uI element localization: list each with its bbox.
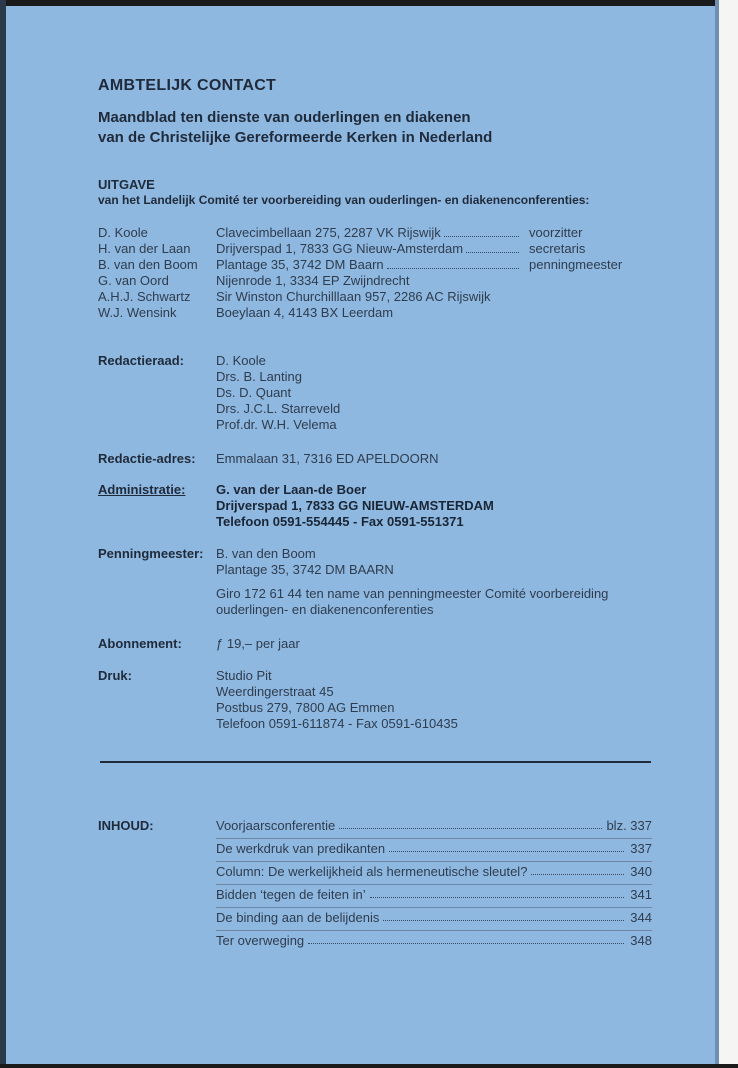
committee-address: Nijenrode 1, 3334 EP Zwijndrecht <box>216 273 410 288</box>
administratie-name: G. van der Laan-de Boer <box>216 482 367 497</box>
leader-dots <box>466 251 519 253</box>
toc-separator <box>216 907 652 908</box>
committee-address: Boeylaan 4, 4143 BX Leerdam <box>216 305 394 320</box>
druk-line: Postbus 279, 7800 AG Emmen <box>216 700 395 715</box>
penningmeester-name: B. van den Boom <box>216 546 316 561</box>
committee-name: D. Koole <box>98 225 148 240</box>
committee-address: Plantage 35, 3742 DM Baarn <box>216 257 384 272</box>
druk-line: Telefoon 0591-611874 - Fax 0591-610435 <box>216 716 458 731</box>
toc-entry[interactable] <box>216 933 652 948</box>
magazine-subtitle-line2: van de Christelijke Gereformeerde Kerken in Nederland <box>98 129 493 146</box>
redactieraad-member: Ds. D. Quant <box>216 385 292 400</box>
inhoud-label: INHOUD: <box>98 818 154 833</box>
committee-address-row <box>216 257 522 273</box>
druk-line: Studio Pit <box>216 668 272 683</box>
leader-dots <box>339 828 602 829</box>
magazine-subtitle-line1: Maandblad ten dienste van ouderlingen en diakenen <box>98 109 471 126</box>
committee-role: voorzitter <box>529 225 583 240</box>
leader-dots <box>531 874 624 875</box>
toc-entry[interactable] <box>216 841 652 856</box>
administratie-label: Administratie: <box>98 482 186 497</box>
toc-page: 344 <box>630 910 652 925</box>
toc-separator <box>216 884 652 885</box>
toc-separator <box>216 861 652 862</box>
toc-entry[interactable] <box>216 887 652 902</box>
leader-dots <box>389 851 624 852</box>
committee-role: secretaris <box>529 241 586 256</box>
abonnement-label: Abonnement: <box>98 636 182 651</box>
leader-dots <box>370 897 624 898</box>
toc-page: blz. 337 <box>606 818 652 833</box>
toc-entry[interactable] <box>216 910 652 925</box>
toc-title: Bidden ‘tegen de feiten in’ <box>216 887 366 902</box>
toc-title: Ter overweging <box>216 933 305 948</box>
leader-dots <box>308 943 624 944</box>
committee-address-row <box>216 241 522 257</box>
committee-name: A.H.J. Schwartz <box>98 289 191 304</box>
section-divider <box>100 761 651 763</box>
committee-address-row <box>216 225 522 241</box>
redactieraad-member: D. Koole <box>216 353 266 368</box>
abonnement-value: ƒ 19,– per jaar <box>216 636 300 651</box>
magazine-title: AMBTELIJK CONTACT <box>98 77 277 94</box>
toc-separator <box>216 930 652 931</box>
toc-page: 348 <box>630 933 652 948</box>
scan-margin-right <box>719 0 738 1068</box>
administratie-address: Drijverspad 1, 7833 GG NIEUW-AMSTERDAM <box>216 498 494 513</box>
committee-role: penningmeester <box>529 257 623 272</box>
toc-separator <box>216 838 652 839</box>
leader-dots <box>444 235 519 237</box>
committee-address: Sir Winston Churchilllaan 957, 2286 AC Rijswijk <box>216 289 491 304</box>
scan-edge-bottom <box>0 1064 738 1068</box>
penningmeester-giro-cont: ouderlingen- en diakenenconferenties <box>216 602 434 617</box>
committee-address: Clavecimbellaan 275, 2287 VK Rijswijk <box>216 225 441 240</box>
uitgave-subheading: van het Landelijk Comité ter voorbereiding van ouderlingen- en diakenenconferenties: <box>98 193 590 207</box>
colophon-page <box>6 6 715 1064</box>
administratie-phone: Telefoon 0591-554445 - Fax 0591-551371 <box>216 514 464 529</box>
toc-page: 341 <box>630 887 652 902</box>
toc-title: De werkdruk van predikanten <box>216 841 386 856</box>
druk-label: Druk: <box>98 668 132 683</box>
leader-dots <box>387 267 519 269</box>
druk-line: Weerdingerstraat 45 <box>216 684 334 699</box>
redactie-adres-label: Redactie-adres: <box>98 451 196 466</box>
leader-dots <box>383 920 624 921</box>
redactieraad-label: Redactieraad: <box>98 353 184 368</box>
toc-page: 337 <box>630 841 652 856</box>
redactieraad-member: Drs. J.C.L. Starreveld <box>216 401 341 416</box>
penningmeester-giro: Giro 172 61 44 ten name van penningmeester Comité voorbereiding <box>216 586 609 601</box>
toc-title: De binding aan de belijdenis <box>216 910 380 925</box>
redactieraad-member: Prof.dr. W.H. Velema <box>216 417 337 432</box>
toc-entry[interactable] <box>216 818 652 833</box>
toc-page: 340 <box>630 864 652 879</box>
toc-entry[interactable] <box>216 864 652 879</box>
uitgave-heading: UITGAVE <box>98 177 155 192</box>
committee-name: H. van der Laan <box>98 241 191 256</box>
penningmeester-address: Plantage 35, 3742 DM BAARN <box>216 562 394 577</box>
redactieraad-member: Drs. B. Lanting <box>216 369 302 384</box>
committee-name: B. van den Boom <box>98 257 198 272</box>
toc-title: Column: De werkelijkheid als hermeneutische sleutel? <box>216 864 528 879</box>
committee-name: W.J. Wensink <box>98 305 177 320</box>
redactie-adres-value: Emmalaan 31, 7316 ED APELDOORN <box>216 451 439 466</box>
penningmeester-label: Penningmeester: <box>98 546 204 561</box>
committee-address: Drijverspad 1, 7833 GG Nieuw-Amsterdam <box>216 241 464 256</box>
toc-title: Voorjaarsconferentie <box>216 818 336 833</box>
committee-name: G. van Oord <box>98 273 169 288</box>
